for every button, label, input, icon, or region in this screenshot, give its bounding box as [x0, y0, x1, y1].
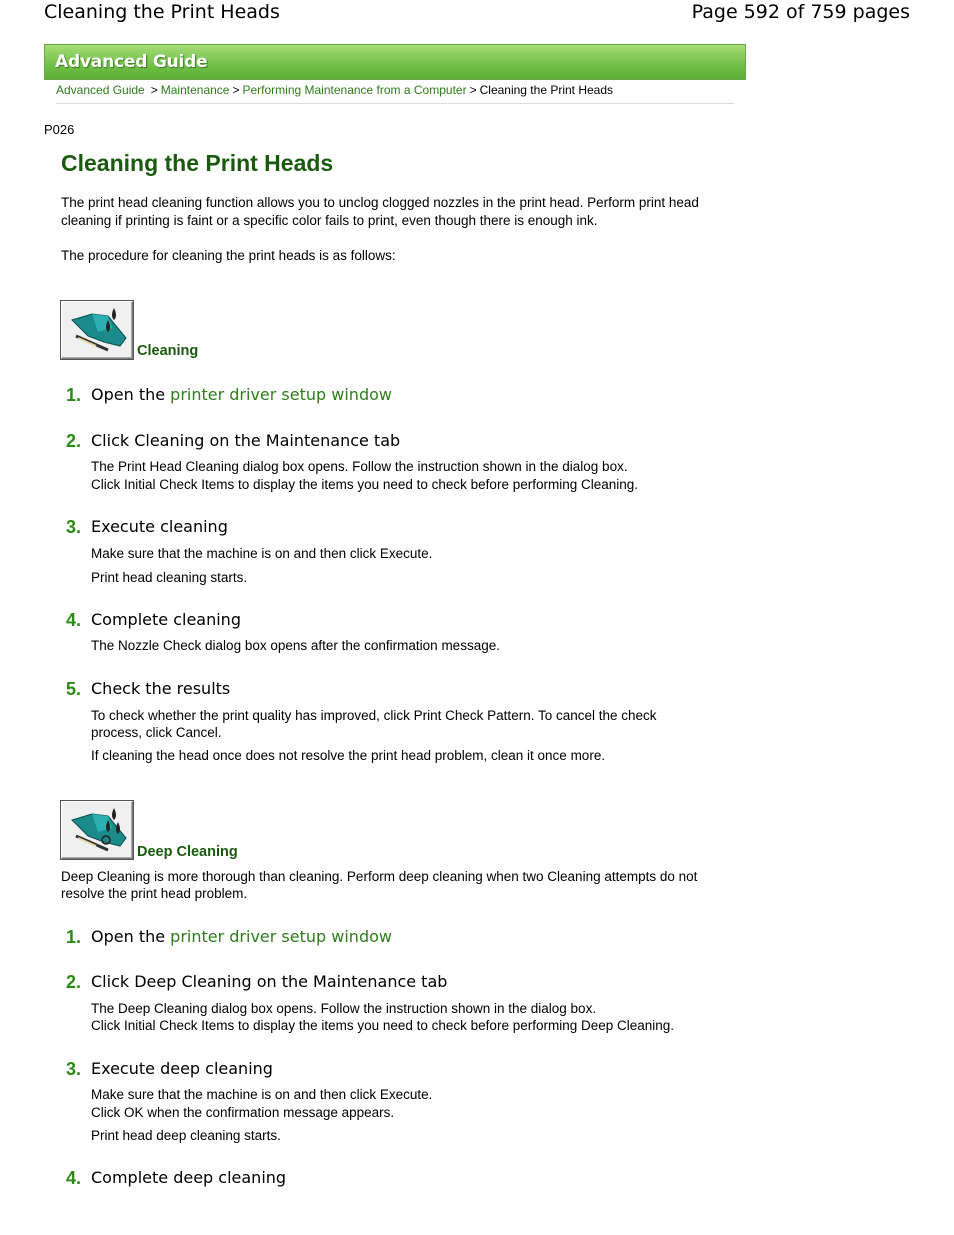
step-title: [91, 927, 392, 946]
procedure-intro: The procedure for cleaning the print heads is as follows:: [61, 248, 396, 263]
document-code: P026: [44, 122, 75, 137]
step-description: If cleaning the head once does not resolve the print head problem, clean it once more.: [91, 748, 606, 763]
step-description: Click OK when the confirmation message appears.: [91, 1105, 395, 1120]
deep-cleaning-intro: Deep Cleaning is more thorough than cleaning. Perform deep cleaning when two Cleaning attempts do not resolve the print head problem.: [61, 869, 698, 901]
step-title: Execute deep cleaning: [91, 1059, 273, 1078]
breadcrumb-link-advanced-guide[interactable]: Advanced Guide: [56, 83, 145, 97]
step-title: Click Deep Cleaning on the Maintenance tab: [91, 972, 448, 991]
page-title: Cleaning the Print Heads: [61, 150, 334, 176]
step-description: The Print Head Cleaning dialog box opens. Follow the instruction shown in the dialog box.: [91, 459, 628, 474]
step-description: The Nozzle Check dialog box opens after the confirmation message.: [91, 638, 500, 653]
page-counter: Page 592 of 759 pages: [691, 1, 910, 23]
step-number: 4.: [66, 610, 82, 630]
step-title: Click Cleaning on the Maintenance tab: [91, 431, 401, 450]
step-description: Click Initial Check Items to display the items you need to check before performing Cleaning.: [91, 477, 639, 492]
advanced-guide-banner: [44, 44, 746, 80]
printer-driver-setup-link[interactable]: printer driver setup window: [170, 385, 392, 404]
step-description: Print head deep cleaning starts.: [91, 1128, 281, 1143]
breadcrumb-link-performing-maintenance[interactable]: Performing Maintenance from a Computer: [242, 83, 467, 97]
step-number: 3.: [66, 1059, 82, 1079]
breadcrumb: [56, 83, 613, 97]
step-prefix: Open the: [91, 385, 171, 404]
step-description: Make sure that the machine is on and then click Execute.: [91, 546, 433, 561]
breadcrumb-current: Cleaning the Print Heads: [479, 83, 614, 97]
step-title: [91, 385, 392, 404]
intro-paragraph: The print head cleaning function allows you to unclog clogged nozzles in the print head. Perform print head cleaning if printing is faint or a specific color fails to print, even though there is enough ink.: [61, 195, 699, 228]
deep-cleaning-section-title: Deep Cleaning: [137, 844, 238, 860]
cleaning-icon: [61, 301, 133, 359]
step-number: 4.: [66, 1168, 82, 1188]
breadcrumb-link-maintenance[interactable]: Maintenance: [160, 83, 230, 97]
breadcrumb-separator: >: [232, 83, 240, 97]
cleaning-section-title: Cleaning: [137, 343, 199, 359]
step-title: Execute cleaning: [91, 517, 228, 536]
step-description: To check whether the print quality has improved, click Print Check Pattern. To cancel the check process, click Cancel.: [91, 708, 657, 740]
breadcrumb-separator: >: [150, 83, 158, 97]
step-description: The Deep Cleaning dialog box opens. Follow the instruction shown in the dialog box.: [91, 1001, 597, 1016]
step-description: Print head cleaning starts.: [91, 570, 248, 585]
step-prefix: Open the: [91, 927, 171, 946]
step-title: Check the results: [91, 679, 231, 698]
header-title: Cleaning the Print Heads: [44, 1, 280, 23]
step-number: 2.: [66, 431, 82, 451]
deep-cleaning-icon: [61, 801, 133, 859]
step-number: 2.: [66, 972, 82, 992]
step-description: Click Initial Check Items to display the items you need to check before performing Deep Cleaning.: [91, 1018, 675, 1033]
breadcrumb-separator: >: [469, 83, 477, 97]
step-number: 3.: [66, 517, 82, 537]
printer-driver-setup-link[interactable]: printer driver setup window: [170, 927, 392, 946]
step-number: 5.: [66, 679, 82, 699]
step-title: Complete cleaning: [91, 610, 241, 629]
breadcrumb-divider: [56, 103, 734, 104]
banner-label: Advanced Guide: [55, 52, 208, 72]
step-description: Make sure that the machine is on and then click Execute.: [91, 1087, 433, 1102]
step-number: 1.: [66, 927, 82, 947]
step-number: 1.: [66, 385, 82, 405]
step-title: Complete deep cleaning: [91, 1168, 287, 1187]
